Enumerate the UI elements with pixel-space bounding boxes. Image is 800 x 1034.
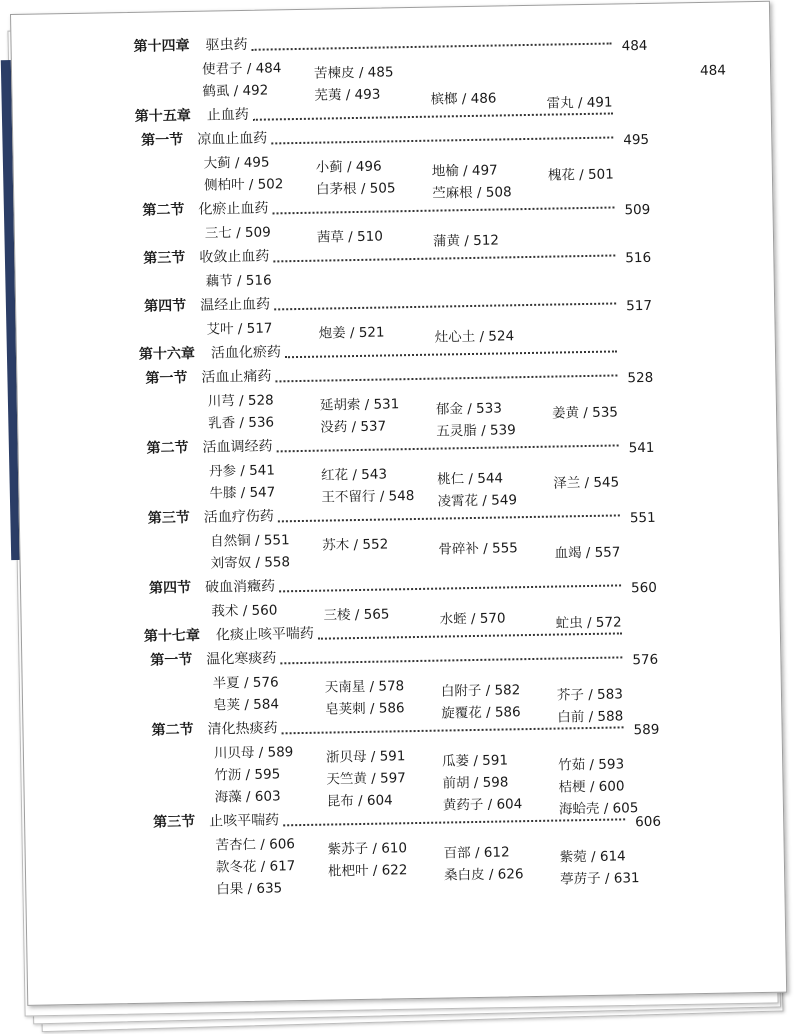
section-number: 第二节 [151, 721, 194, 739]
toc-item: 紫苏子 / 610 [327, 840, 408, 858]
toc-item: 刘寄奴 / 558 [210, 554, 291, 572]
toc-item: 雷丸 / 491 [546, 94, 613, 112]
toc-item: 白前 / 588 [557, 708, 624, 726]
dot-leader [280, 656, 622, 664]
toc-item: 天竺黄 / 597 [326, 770, 406, 788]
toc-item: 艾叶 / 517 [206, 320, 273, 338]
section-title: 温化寒痰药 [206, 650, 277, 668]
section-number: 第四节 [148, 579, 192, 597]
section-number: 第三节 [152, 813, 196, 831]
chapter-title: 驱虫药 [205, 36, 248, 54]
toc-item: 藕节 / 516 [205, 272, 272, 290]
toc-item: 侧柏叶 / 502 [203, 176, 284, 194]
dot-leader [318, 632, 622, 639]
toc-item: 凌霄花 / 549 [437, 492, 518, 510]
section-number: 第二节 [142, 201, 185, 219]
page-number: 516 [625, 249, 652, 267]
toc-item: 水蛭 / 570 [439, 610, 506, 628]
toc-item: 白果 / 635 [216, 880, 283, 898]
page-number: 576 [632, 651, 659, 669]
toc-item: 桃仁 / 544 [437, 470, 504, 488]
toc-item: 丹参 / 541 [208, 462, 276, 480]
toc-item: 血竭 / 557 [554, 544, 621, 562]
toc-item: 皂荚 / 584 [212, 696, 280, 714]
toc-item: 皂荚刺 / 586 [325, 700, 405, 718]
toc-item: 姜黄 / 535 [551, 404, 619, 422]
page-number: 509 [624, 201, 651, 219]
toc-item: 芜荑 / 493 [314, 86, 381, 104]
section-number: 第二节 [146, 439, 189, 457]
toc-item: 芥子 / 583 [556, 686, 624, 704]
dot-leader [271, 136, 613, 144]
toc-item: 海蛤壳 / 605 [558, 800, 639, 818]
toc-item: 昆布 / 604 [326, 792, 393, 810]
toc-item: 莪术 / 560 [211, 602, 278, 620]
toc-item: 桑白皮 / 626 [443, 866, 524, 884]
dot-leader [279, 584, 621, 592]
toc-item: 三七 / 509 [204, 224, 271, 242]
dot-leader [253, 112, 613, 120]
section-title: 凉血止血药 [197, 130, 268, 148]
toc-item: 小蓟 / 496 [315, 158, 382, 176]
toc-item: 地榆 / 497 [431, 162, 498, 180]
toc-item: 川贝母 / 589 [213, 744, 294, 762]
section-title: 活血疗伤药 [203, 508, 274, 526]
toc-item: 桔梗 / 600 [558, 778, 625, 796]
section-title: 收敛止血药 [199, 248, 270, 266]
toc-item: 苏木 / 552 [322, 536, 389, 554]
section-number: 第三节 [147, 509, 190, 527]
toc-item: 茜草 / 510 [316, 228, 383, 246]
section-title: 化瘀止血药 [198, 200, 269, 218]
section-title: 温经止血药 [199, 296, 271, 314]
section-title: 清化热痰药 [207, 720, 278, 738]
toc-item: 旋覆花 / 586 [441, 704, 521, 722]
toc-item: 半夏 / 576 [212, 674, 279, 692]
toc-item: 使君子 / 484 [201, 60, 282, 78]
toc-item: 没药 / 537 [320, 418, 387, 436]
toc-item: 乳香 / 536 [208, 414, 275, 432]
chapter-title: 活血化瘀药 [210, 344, 282, 362]
toc-page [10, 1, 787, 1006]
toc-item: 骨碎补 / 555 [438, 540, 518, 558]
toc-item: 苦楝皮 / 485 [313, 64, 394, 82]
toc-item: 五灵脂 / 539 [436, 422, 516, 440]
toc-item: 大蓟 / 495 [203, 154, 270, 172]
toc-item: 枇杷叶 / 622 [327, 862, 408, 880]
page-number: 560 [630, 579, 658, 597]
page-number: 484 [699, 62, 727, 79]
page-number: 541 [628, 439, 655, 457]
chapter-title: 止血药 [206, 106, 249, 124]
chapter-number: 第十五章 [134, 107, 191, 125]
toc-item: 槐花 / 501 [547, 166, 614, 184]
toc-item: 紫菀 / 614 [559, 848, 626, 866]
toc-item: 瓜蒌 / 591 [441, 752, 509, 770]
toc-item: 百部 / 612 [443, 844, 510, 862]
section-number: 第一节 [150, 651, 193, 669]
toc-item: 灶心土 / 524 [434, 328, 515, 346]
dot-leader [273, 254, 615, 262]
toc-item: 虻虫 / 572 [555, 614, 622, 632]
section-number: 第一节 [145, 369, 188, 387]
chapter-title: 化痰止咳平喘药 [215, 625, 315, 644]
dot-leader [282, 726, 624, 734]
toc-item: 鹤虱 / 492 [202, 82, 269, 100]
dot-leader [285, 350, 617, 358]
toc-item: 竹沥 / 595 [214, 766, 281, 784]
section-title: 破血消癥药 [204, 578, 276, 596]
page-number: 484 [621, 37, 648, 55]
toc-item: 竹茹 / 593 [558, 756, 625, 774]
toc-item: 王不留行 / 548 [321, 488, 415, 506]
toc-item: 川芎 / 528 [207, 392, 274, 410]
dot-leader [252, 43, 612, 51]
toc-item: 泽兰 / 545 [553, 474, 620, 492]
toc-item: 炮姜 / 521 [318, 324, 385, 342]
toc-item: 款冬花 / 617 [215, 858, 296, 876]
chapter-number: 第十七章 [143, 627, 201, 645]
toc-item: 葶苈子 / 631 [560, 870, 640, 888]
toc-item: 三棱 / 565 [323, 606, 390, 624]
toc-item: 黄药子 / 604 [442, 796, 523, 814]
toc-item: 白茅根 / 505 [315, 180, 396, 198]
toc-item: 郁金 / 533 [435, 400, 503, 418]
dot-leader [278, 514, 620, 522]
toc-item: 浙贝母 / 591 [325, 748, 406, 766]
section-title: 止咳平喘药 [208, 812, 280, 830]
toc-item: 延胡索 / 531 [319, 396, 400, 414]
dot-leader [273, 206, 615, 214]
toc-item: 天南星 / 578 [324, 678, 405, 696]
page-number: 589 [633, 721, 660, 739]
toc-item: 自然铜 / 551 [210, 532, 290, 550]
toc-item: 白附子 / 582 [440, 682, 521, 700]
section-title: 活血调经药 [202, 438, 273, 456]
toc-item: 蒲黄 / 512 [432, 232, 500, 250]
toc-item: 海藻 / 603 [214, 788, 281, 806]
section-number: 第三节 [143, 249, 186, 267]
toc-item: 苦杏仁 / 606 [215, 836, 296, 854]
chapter-number: 第十六章 [138, 345, 196, 363]
dot-leader [277, 444, 619, 452]
toc-item: 前胡 / 598 [442, 774, 509, 792]
page-number: 606 [635, 813, 662, 831]
toc-item: 牛膝 / 547 [209, 484, 276, 502]
toc-item: 红花 / 543 [320, 466, 388, 484]
dot-leader [275, 374, 617, 382]
page-number: 551 [629, 509, 656, 527]
toc-item: 槟榔 / 486 [430, 90, 497, 108]
section-title: 活血止痛药 [201, 368, 272, 386]
dot-leader [283, 818, 625, 826]
page-number: 528 [627, 369, 654, 387]
section-number: 第一节 [141, 131, 184, 149]
chapter-number: 第十四章 [133, 37, 190, 55]
page-number: 517 [626, 297, 653, 315]
dot-leader [274, 302, 616, 310]
toc-item: 苎麻根 / 508 [432, 184, 512, 202]
page-number: 495 [623, 131, 650, 149]
section-number: 第四节 [143, 297, 187, 315]
